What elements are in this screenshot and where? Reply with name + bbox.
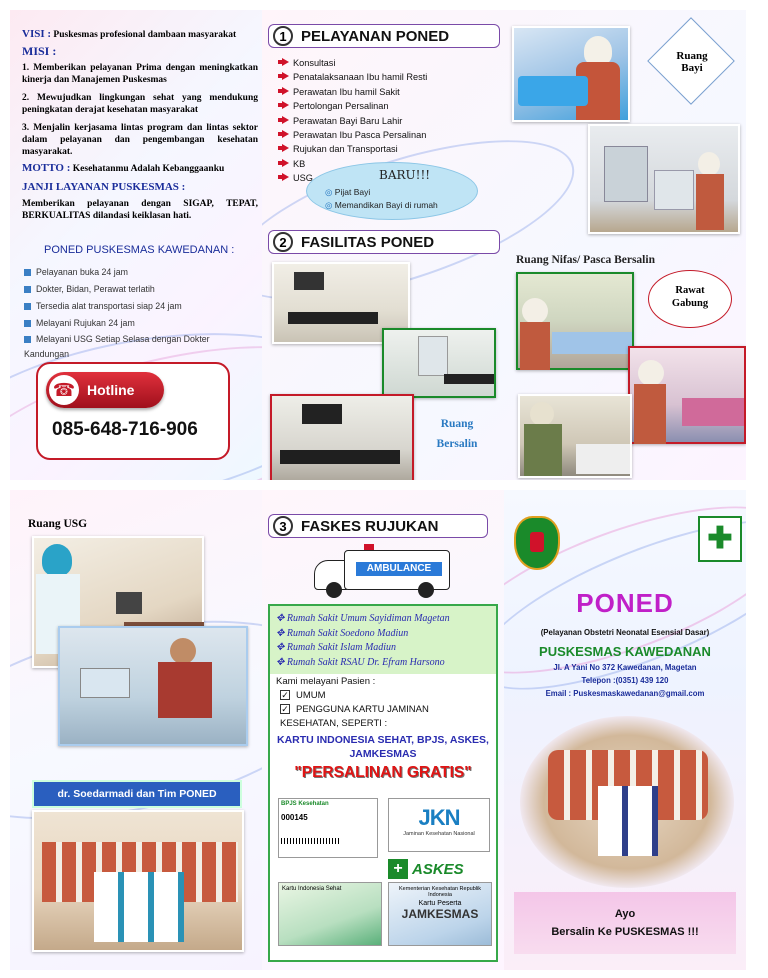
section-2-header: 2 FASILITAS PONED	[268, 230, 500, 254]
photo-team-1	[32, 810, 244, 952]
photo-nurse-incubator	[512, 26, 630, 122]
hotline-number[interactable]: 085-648-716-906	[52, 419, 198, 440]
list-item: Konsultasi	[282, 56, 427, 70]
photo-nifas-3	[518, 394, 632, 478]
list-item: KB	[282, 157, 427, 171]
team-caption-box: dr. Soedarmadi dan Tim PONED	[32, 780, 242, 808]
hotline-badge: ☎ Hotline	[46, 372, 164, 408]
closing-line-1: Ayo	[614, 908, 636, 920]
section-3-header: 3 FASKES RUJUKAN	[268, 514, 488, 538]
photo-team-cover	[520, 716, 734, 888]
janji-text: Memberikan pelayanan dengan SIGAP, TEPAT, BERKUALITAS dilandasi keiklasan hati.	[22, 199, 258, 221]
cover-email[interactable]: Email : Puskesmaskawedanan@gmail.com	[545, 689, 705, 698]
list-item: ✥ Rumah Sakit RSAU Dr. Efram Harsono	[276, 656, 445, 668]
ruang-bersalin-label: Ruang Bersalin	[436, 418, 478, 450]
jkn-card: JKN Jaminan Kesehatan Nasional	[388, 798, 490, 852]
baru-bubble: BARU!!! ◎ Pijat Bayi ◎ Memandikan Bayi di rumah	[306, 162, 478, 220]
photo-nifas-2	[628, 346, 746, 444]
cover-org: PUSKESMAS KAWEDANAN	[539, 644, 711, 659]
cover-phone: Telepon :(0351) 439 120	[581, 676, 669, 685]
misi-label: MISI :	[22, 44, 57, 58]
kis-card: Kartu Indonesia Sehat	[278, 882, 382, 946]
hospital-list	[276, 612, 492, 670]
panel-bottom-middle	[262, 490, 504, 970]
kartu-text: KARTU INDONESIA SEHAT, BPJS, ASKES, JAMKESMAS	[277, 734, 489, 760]
askes-logo: + ASKES	[388, 858, 492, 880]
janji-label: JANJI LAYANAN PUSKESMAS :	[22, 181, 186, 193]
checkbox-icon: ✓	[281, 690, 289, 700]
ruang-usg-label: Ruang USG	[28, 518, 88, 530]
jamkesmas-card: Kementerian Kesehatan Republik Indonesia Kartu Peserta JAMKESMAS	[388, 882, 492, 946]
panel-top-right	[262, 10, 746, 480]
closing-line-2: Bersalin Ke PUSKESMAS !!!	[551, 926, 699, 938]
persalinan-gratis: "PERSALINAN GRATIS"	[294, 764, 472, 781]
cover-subtitle: (Pelayanan Obstetri Neonatal Esensial Dasar)	[540, 628, 710, 637]
melayani-label: Kami melayani Pasien :	[276, 676, 376, 687]
list-item: Dokter, Bidan, Perawat terlatih	[24, 281, 256, 298]
ambulance-icon: AMBULANCE	[314, 548, 452, 600]
panel-bottom-left	[10, 490, 262, 970]
list-item: Perawatan Ibu hamil Sakit	[282, 85, 427, 99]
poned-kawedanan-list	[24, 264, 256, 362]
photo-facility-3	[270, 394, 414, 480]
rujukan-box	[268, 604, 498, 962]
motto: MOTTO : Kesehatanmu Adalah Kebanggaanku	[22, 162, 225, 174]
section-1-header: 1 PELAYANAN PONED	[268, 24, 500, 48]
check-umum: ✓ UMUM	[281, 690, 326, 701]
cover-address: Jl. A Yani No 372 Kawedanan, Magetan	[553, 663, 697, 672]
phone-icon: ☎	[49, 375, 79, 405]
list-item: ◎ Memandikan Bayi di rumah	[325, 200, 438, 210]
list-item: Perawatan Ibu Pasca Persalinan	[282, 128, 427, 142]
puskesmas-logo-icon: ✚	[698, 516, 742, 562]
checkbox-icon: ✓	[281, 704, 289, 714]
photo-facility-2	[382, 328, 496, 398]
bpjs-card: BPJS Kesehatan 000145	[278, 798, 378, 858]
list-item: ✥ Rumah Sakit Islam Madiun	[276, 642, 397, 653]
list-item: Melayani Rujukan 24 jam	[24, 315, 256, 332]
list-item: Pertolongan Persalinan	[282, 99, 427, 113]
list-item: Rujukan dan Transportasi	[282, 142, 427, 156]
photo-usg-2	[58, 626, 248, 746]
list-item: Penatalaksanaan Ibu hamil Resti	[282, 70, 427, 84]
magetan-emblem	[514, 516, 560, 570]
list-item: Tersedia alat transportasi siap 24 jam	[24, 298, 256, 315]
photo-baby-room	[588, 124, 740, 234]
list-item: ◎ Pijat Bayi	[325, 187, 371, 197]
visi: VISI : Puskesmas profesional dambaan masyarakat	[22, 28, 237, 40]
panel-cover	[504, 490, 746, 970]
check-kartu: ✓ PENGGUNA KARTU JAMINAN KESEHATAN, SEPERTI :	[280, 704, 429, 729]
list-item: Melayani USG Setiap Selasa dengan Dokter Kandungan	[24, 334, 210, 359]
list-item: Perawatan Bayi Baru Lahir	[282, 114, 427, 128]
ruang-bayi-label: Ruang Bayi	[676, 50, 708, 74]
misi-list: 1. Memberikan pelayanan Prima dengan meningkatkan kinerja dan Manajemen Puskesmas 2. Mewujudkan lingkungan sehat yang mendukung peningkatan derajat kesehatan masyarakat 3. Menjalin kerjasama lintas program dan lintas sektor dalam pelayanan dan pengembangan kesehatan masyarakat.	[22, 63, 258, 157]
rawat-gabung-label: Rawat Gabung	[671, 285, 709, 309]
poned-kawedanan-title: PONED PUSKESMAS KAWEDANAN :	[44, 244, 235, 256]
closing-box	[514, 892, 736, 954]
list-item: ✥ Rumah Sakit Soedono Madiun	[276, 627, 409, 639]
list-item: Pelayanan buka 24 jam	[24, 264, 256, 281]
hotline-box	[36, 362, 230, 460]
cover-title: PONED	[576, 588, 674, 618]
panel-top-left	[10, 10, 262, 480]
list-item: ✥ Rumah Sakit Umum Sayidiman Magetan	[276, 613, 450, 624]
ruang-nifas-label: Ruang Nifas/ Pasca Bersalin	[516, 254, 655, 266]
list-item: USG	[282, 171, 427, 185]
photo-nifas-1	[516, 272, 634, 370]
askes-cross-icon: +	[388, 859, 408, 879]
